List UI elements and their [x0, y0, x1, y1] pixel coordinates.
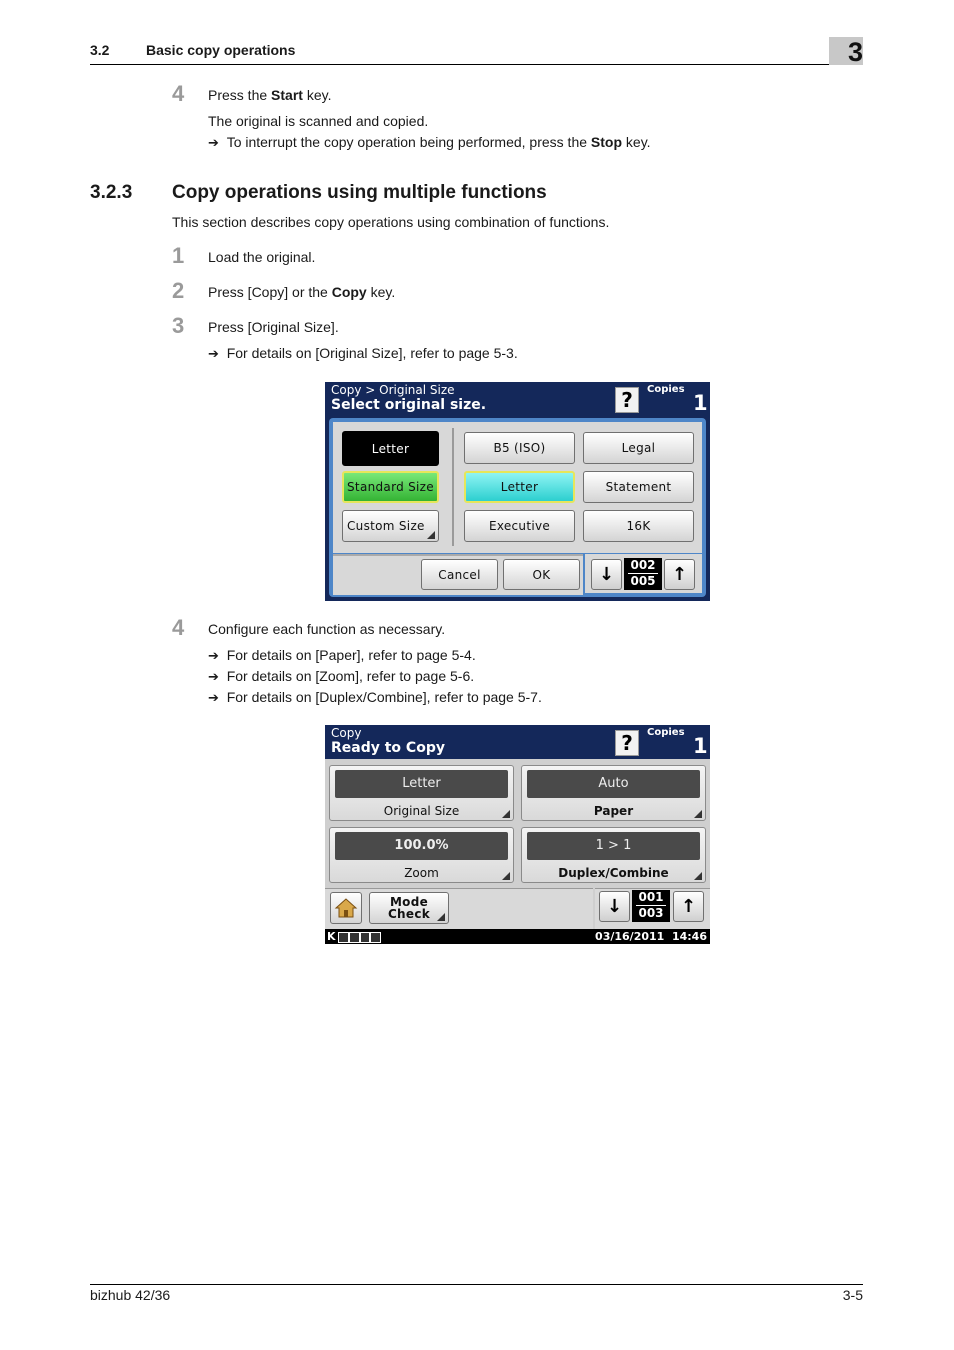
- step-note: ➔ For details on [Zoom], refer to page 5-6.: [208, 668, 475, 684]
- toner-label: K: [327, 930, 336, 943]
- step-note: ➔ For details on [Duplex/Combine], refer to page 5-7.: [208, 689, 542, 705]
- help-icon[interactable]: ?: [615, 387, 639, 413]
- page-up-button[interactable]: ↑: [664, 559, 695, 590]
- ready-to-copy-screen: [325, 725, 710, 944]
- page-total: 003: [638, 906, 664, 920]
- size-b5-iso-button[interactable]: B5 (ISO): [464, 432, 575, 464]
- original-size-value: Letter: [335, 770, 508, 798]
- page-indicator: [632, 890, 670, 922]
- header-section-number: 3.2: [90, 42, 110, 58]
- section-intro: This section describes copy operations using combination of functions.: [172, 214, 610, 230]
- chapter-number: 3: [847, 37, 863, 67]
- footer-page-number: 3-5: [842, 1287, 863, 1303]
- zoom-label: Zoom: [404, 866, 439, 880]
- corner-icon: [502, 872, 510, 880]
- page-down-button[interactable]: ↓: [591, 559, 622, 590]
- screen-title-bar: [325, 382, 710, 416]
- copies-label: Copies: [647, 384, 685, 395]
- toner-gauge: [338, 932, 381, 943]
- page-indicator: [624, 558, 662, 590]
- section-title: Copy operations using multiple functions: [172, 182, 547, 203]
- size-statement-button[interactable]: Statement: [583, 471, 694, 503]
- copies-label: Copies: [647, 727, 685, 738]
- zoom-panel[interactable]: [329, 827, 514, 883]
- step-note: ➔ For details on [Original Size], refer to page 5-3.: [208, 345, 518, 361]
- standard-size-button[interactable]: Standard Size: [342, 471, 439, 503]
- help-icon[interactable]: ?: [615, 730, 639, 756]
- duplex-combine-value: 1 > 1: [527, 832, 700, 860]
- custom-size-button[interactable]: Custom Size: [342, 510, 439, 542]
- duplex-combine-label: Duplex/Combine: [558, 866, 669, 880]
- breadcrumb: Copy: [331, 726, 362, 740]
- size-legal-button[interactable]: Legal: [583, 432, 694, 464]
- home-icon: [334, 897, 358, 919]
- screen-message: Ready to Copy: [331, 740, 445, 756]
- letter-selected-button[interactable]: Letter: [342, 431, 439, 466]
- corner-icon: [694, 872, 702, 880]
- size-executive-button[interactable]: Executive: [464, 510, 575, 542]
- corner-icon: [437, 913, 445, 921]
- duplex-combine-panel[interactable]: [521, 827, 706, 883]
- step-number: 2: [172, 278, 185, 303]
- step-text: Load the original.: [208, 249, 316, 265]
- original-size-screen: [325, 382, 710, 601]
- section-number: 3.2.3: [90, 182, 133, 203]
- step-number: 1: [172, 243, 185, 268]
- zoom-value: 100.0%: [335, 832, 508, 860]
- mode-check-button[interactable]: Mode Check: [369, 892, 449, 924]
- step-text: Press [Original Size].: [208, 319, 339, 335]
- page-current: 002: [630, 558, 656, 572]
- bottom-bar: [325, 888, 593, 929]
- original-size-panel[interactable]: [329, 765, 514, 821]
- header-section-title: Basic copy operations: [146, 42, 296, 58]
- page-current: 001: [638, 890, 664, 904]
- step-note: ➔ For details on [Paper], refer to page 5-4.: [208, 647, 476, 663]
- step-number: 3: [172, 313, 185, 338]
- datetime: 03/16/2011 14:46: [595, 930, 707, 943]
- corner-icon: [502, 810, 510, 818]
- screen-title-bar: [325, 725, 710, 759]
- footer-product: bizhub 42/36: [90, 1287, 171, 1303]
- corner-icon: [427, 531, 435, 539]
- home-button[interactable]: [330, 892, 362, 924]
- step-note: ➔ To interrupt the copy operation being performed, press the Stop key.: [208, 134, 651, 150]
- corner-icon: [694, 810, 702, 818]
- step-text: Press [Copy] or the Copy key.: [208, 284, 396, 300]
- ok-button[interactable]: OK: [503, 559, 580, 590]
- copies-count: 1: [693, 391, 708, 415]
- original-size-label: Original Size: [383, 804, 460, 818]
- header-rule: [90, 64, 863, 65]
- step-result: The original is scanned and copied.: [208, 113, 429, 129]
- cancel-button[interactable]: Cancel: [421, 559, 498, 590]
- screen-message: Select original size.: [331, 397, 487, 413]
- divider: [452, 428, 454, 546]
- step-number: 4: [172, 81, 185, 106]
- paper-panel[interactable]: [521, 765, 706, 821]
- step-number: 4: [172, 615, 185, 640]
- size-16k-button[interactable]: 16K: [583, 510, 694, 542]
- page-total: 005: [630, 574, 656, 588]
- status-bar: [325, 929, 710, 944]
- step-text: Press the Start key.: [208, 87, 332, 103]
- breadcrumb: Copy > Original Size: [331, 383, 455, 397]
- page-down-button[interactable]: ↓: [599, 891, 630, 922]
- copies-count: 1: [693, 734, 708, 758]
- paper-label: Paper: [593, 804, 634, 818]
- size-letter-button[interactable]: Letter: [464, 471, 575, 503]
- page-up-button[interactable]: ↑: [673, 891, 704, 922]
- step-text: Configure each function as necessary.: [208, 621, 446, 637]
- paper-value: Auto: [527, 770, 700, 798]
- footer-rule: [90, 1284, 863, 1285]
